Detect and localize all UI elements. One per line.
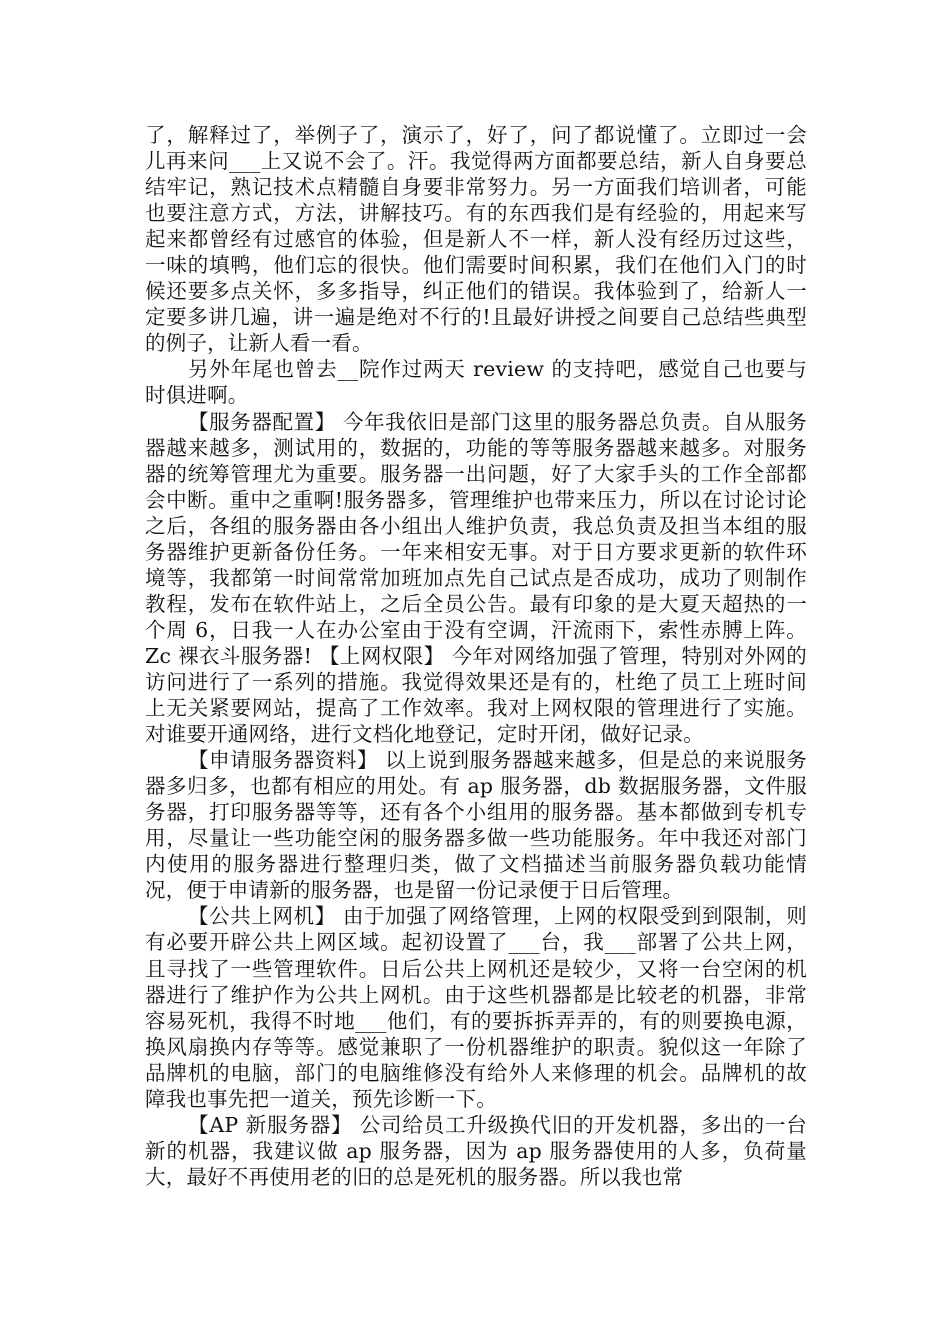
paragraph-review: 另外年尾也曾去__院作过两天 review 的支持吧，感觉自己也要与时俱进啊。 [145, 357, 807, 408]
paragraph-training: 了，解释过了，举例子了，演示了，好了，问了都说懂了。立即过一会儿再来问___上又说不会了。汗。我觉得两方面都要总结，新人自身要总结牢记，熟记技术点精髓自身要非常努力。另一方面我们培训者，可能也要注意方式，方法，讲解技巧。有的东西我们是有经验的，用起来写起来都曾经有过感官的体验，但是新人不一样，新人没有经历过这些，一味的填鸭，他们忘的很快。他们需要时间积累，我们在他们入门的时候还要多点关怀，多多指导，纠正他们的错误。我体验到了，给新人一定要多讲几遍，讲一遍是绝对不行的!且最好讲授之间要自己总结些典型的例子，让新人看一看。 [145, 123, 807, 356]
document-body [145, 122, 807, 1190]
paragraph-server-request: 【申请服务器资料】 以上说到服务器越来越多，但是总的来说服务器多归多，也都有相应的用处。有 ap 服务器，db 数据服务器，文件服务器，打印服务器等等，还有各个小组用的服务器。基本都做到专机专用，尽量让一些功能空闲的服务器多做一些功能服务。年中我还对部门内使用的服务器进行整理归类，做了文档描述当前服务器负载功能情况，便于申请新的服务器，也是留一份记录便于日后管理。 [145, 748, 807, 903]
paragraph-server-config: 【服务器配置】 今年我依旧是部门这里的服务器总负责。自从服务器越来越多，测试用的，数据的，功能的等等服务器越来越多。对服务器的统筹管理尤为重要。服务器一出问题，好了大家手头的工作全部都会中断。重中之重啊!服务器多，管理维护也带来压力，所以在讨论讨论之后，各组的服务器由各小组出人维护负责，我总负责及担当本组的服务器维护更新备份任务。一年来相安无事。对于日方要求更新的软件环境等，我都第一时间常常加班加点先自己试点是否成功，成功了则制作教程，发布在软件站上，之后全员公告。最有印象的是大夏天超热的一个周 6，日我一人在办公室由于没有空调，汗流雨下，索性赤膊上阵。Zc 裸衣斗服务器! 【上网权限】 今年对网络加强了管理，特别对外网的访问进行了一系列的措施。我觉得效果还是有的，杜绝了员工上班时间 上无关紧要网站，提高了工作效率。我对上网权限的管理进行了实施。对谁要开通网络，进行文档化地登记，定时开闭，做好记录。 [145, 409, 807, 747]
paragraph-ap-server: 【AP 新服务器】 公司给员工升级换代旧的开发机器，多出的一台新的机器，我建议做 ap 服务器，因为 ap 服务器使用的人多，负荷量大，最好不再使用老的旧的总是死机的服务器。所以我也常 [145, 1112, 807, 1189]
paragraph-public-internet: 【公共上网机】 由于加强了网络管理，上网的权限受到到限制，则有必要开辟公共上网区域。起初设置了___台，我___部署了公共上网，且寻找了一些管理软件。日后公共上网机还是较少，又将一台空闲的机器进行了维护作为公共上网机。由于这些机器都是比较老的机器，非常容易死机，我得不时地___他们，有的要拆拆弄弄的，有的则要换电源，换风扇换内存等等。感觉兼职了一份机器维护的职责。貌似这一年除了品牌机的电脑，部门的电脑维修没有给外人来修理的机会。品牌机的故障我也事先把一道关，预先诊断一下。 [145, 904, 807, 1111]
